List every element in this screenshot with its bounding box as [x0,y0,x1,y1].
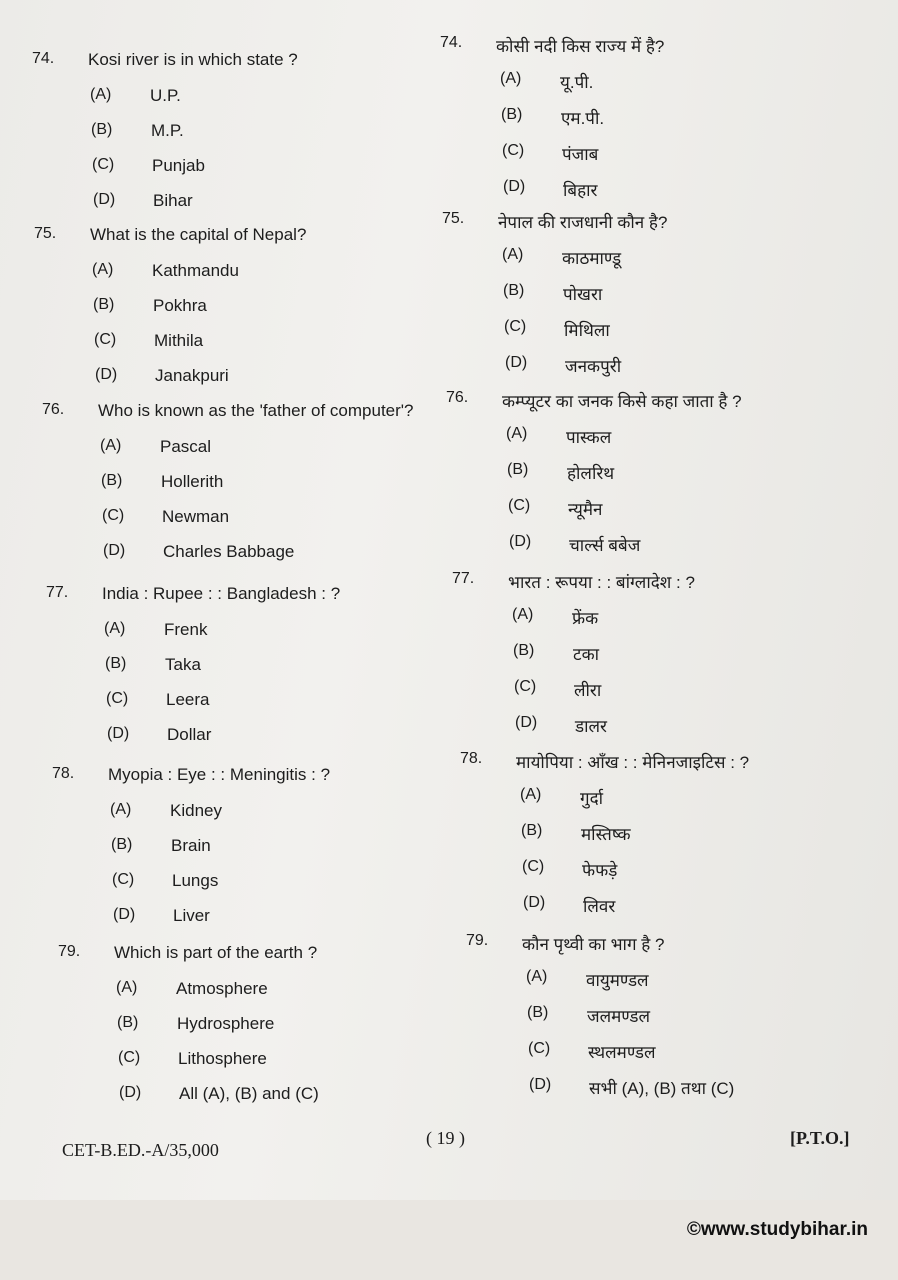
option-label: (A) [520,786,542,803]
question-text: Myopia : Eye : : Meningitis : ? [108,765,331,784]
option-text: डालर [575,717,607,736]
option-label: (C) [522,858,545,875]
option-label: (D) [119,1084,142,1101]
question-text: Who is known as the 'father of computer'? [98,401,414,420]
pto-label: [P.T.O.] [790,1128,850,1148]
option-text: फ्रेंक [572,609,599,628]
question-text: Which is part of the earth ? [114,943,318,962]
option-label: (C) [504,318,527,335]
option-label: (C) [514,678,537,695]
question-text: Kosi river is in which state ? [88,50,298,69]
option-text: मिथिला [564,321,610,340]
option-label: (D) [505,354,528,371]
option-label: (D) [509,533,532,550]
option-text: पोखरा [563,285,603,304]
option-label: (D) [95,366,118,383]
option-label: (C) [502,142,525,159]
option-text: Janakpuri [155,366,229,385]
option-text: लीरा [574,681,602,700]
question-number: 76. [42,401,65,418]
option-text: Liver [173,906,210,925]
option-label: (B) [105,655,127,672]
option-text: Charles Babbage [163,542,295,561]
question-text: कौन पृथ्वी का भाग है ? [522,935,665,954]
option-text: Frenk [164,620,208,639]
option-label: (C) [508,497,531,514]
option-text: एम.पी. [561,109,605,128]
option-label: (B) [521,822,543,839]
question-number: 78. [460,750,483,767]
option-text: पंजाब [562,145,599,164]
option-label: (A) [526,968,548,985]
question-number: 74. [32,50,55,67]
option-text: U.P. [150,86,181,105]
question-number: 76. [446,389,469,406]
option-text: All (A), (B) and (C) [179,1084,319,1103]
option-text: जलमण्डल [587,1007,651,1026]
option-label: (B) [527,1004,549,1021]
option-text: Taka [165,655,201,674]
option-label: (D) [93,191,116,208]
option-label: (A) [506,425,528,442]
option-label: (A) [116,979,138,996]
question-number: 74. [440,34,463,51]
option-label: (A) [110,801,132,818]
option-text: टका [573,645,600,664]
question-number: 79. [58,943,81,960]
option-text: लिवर [583,897,616,916]
question-number: 75. [442,210,465,227]
question-text: What is the capital of Nepal? [90,225,307,244]
question-number: 75. [34,225,57,242]
watermark: ©www.studybihar.in [686,1219,868,1240]
option-text: जनकपुरी [565,357,622,376]
question-number: 79. [466,932,489,949]
option-text: यू.पी. [560,73,594,92]
option-text: सभी (A), (B) तथा (C) [589,1079,735,1098]
option-label: (B) [503,282,525,299]
option-label: (B) [111,836,133,853]
option-label: (C) [112,871,135,888]
option-label: (C) [102,507,125,524]
option-label: (B) [513,642,535,659]
option-label: (B) [117,1014,139,1031]
page-number: ( 19 ) [426,1128,465,1148]
option-label: (B) [93,296,115,313]
option-text: Lithosphere [178,1049,267,1068]
option-label: (C) [94,331,117,348]
paper-code: CET-B.ED.-A/35,000 [62,1140,219,1160]
option-text: काठमाण्डू [562,249,622,268]
option-label: (C) [118,1049,141,1066]
option-text: Kidney [170,801,222,820]
option-label: (D) [515,714,538,731]
option-label: (A) [512,606,534,623]
option-label: (B) [507,461,529,478]
option-text: Pokhra [153,296,207,315]
question-number: 78. [52,765,75,782]
option-text: Hydrosphere [177,1014,275,1033]
option-text: पास्कल [566,428,612,447]
option-label: (D) [113,906,136,923]
option-text: फेफड़े [582,861,618,880]
option-label: (A) [90,86,112,103]
option-text: Punjab [152,156,205,175]
option-text: न्यूमैन [568,500,603,519]
option-text: Leera [166,690,210,709]
option-text: Newman [162,507,230,526]
question-text: कोसी नदी किस राज्य में है? [496,37,665,56]
question-text: कम्प्यूटर का जनक किसे कहा जाता है ? [502,392,742,411]
question-number: 77. [46,584,69,601]
option-label: (D) [529,1076,552,1093]
option-label: (D) [523,894,546,911]
option-text: Bihar [153,191,193,210]
option-text: Dollar [167,725,212,744]
option-text: M.P. [151,121,184,140]
option-label: (D) [107,725,130,742]
option-label: (A) [92,261,114,278]
option-label: (B) [101,472,123,489]
option-text: वायुमण्डल [586,971,649,990]
option-label: (C) [92,156,115,173]
option-label: (B) [91,121,113,138]
option-text: Kathmandu [152,261,239,280]
option-text: होलरिथ [567,464,615,483]
question-number: 77. [452,570,475,587]
option-label: (D) [103,542,126,559]
option-label: (C) [528,1040,551,1057]
option-text: Brain [171,836,211,855]
option-label: (B) [501,106,523,123]
question-text: मायोपिया : आँख : : मेनिनजाइटिस : ? [516,753,750,772]
option-text: गुर्दा [580,789,604,808]
option-label: (A) [502,246,524,263]
question-text: नेपाल की राजधानी कौन है? [498,213,668,232]
option-text: Mithila [154,331,204,350]
option-label: (C) [106,690,129,707]
question-text: भारत : रूपया : : बांग्लादेश : ? [508,573,695,592]
option-text: Atmosphere [176,979,268,998]
option-label: (A) [100,437,122,454]
option-text: चार्ल्स बबेज [569,536,641,555]
option-text: मस्तिष्क [581,825,631,844]
option-label: (A) [104,620,126,637]
question-text: India : Rupee : : Bangladesh : ? [102,584,341,603]
option-text: बिहार [563,181,598,200]
option-label: (D) [503,178,526,195]
option-label: (A) [500,70,522,87]
option-text: स्थलमण्डल [588,1043,656,1062]
option-text: Lungs [172,871,219,890]
option-text: Hollerith [161,472,224,491]
option-text: Pascal [160,437,212,456]
